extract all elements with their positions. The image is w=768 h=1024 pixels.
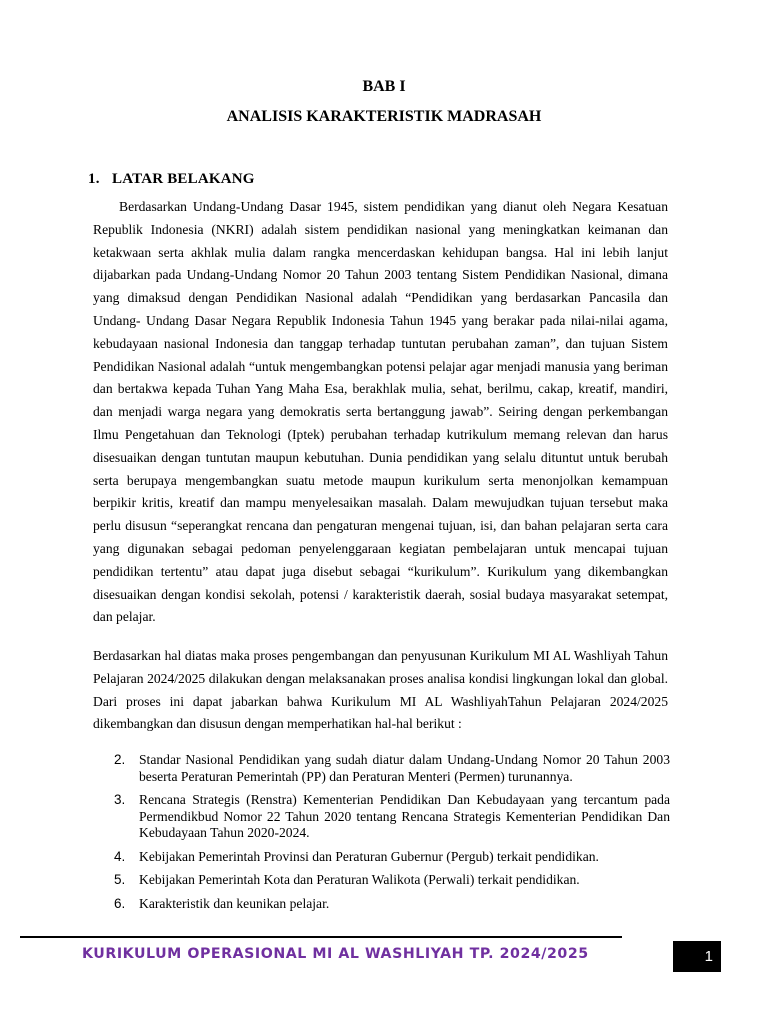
- list-item-text: Kebijakan Pemerintah Provinsi dan Peraturan Gubernur (Pergub) terkait pendidikan.: [139, 848, 599, 864]
- list-item: [114, 849, 670, 866]
- footer-divider: [20, 936, 622, 938]
- paragraph-background: Berdasarkan Undang-Undang Dasar 1945, sistem pendidikan yang dianut oleh Negara Kesatuan Republik Indonesia (NKRI) adalah sistem pendidikan nasional yang meningkatkan keimanan dan ketakwaan serta akhlak mulia dalam rangka mencerdaskan kehidupan bangsa. Hal ini lebih lanjut dijabarkan pada Undang-Undang Nomor 20 Tahun 2003 tentang Sistem Pendidikan Nasional, dimana yang dimaksud dengan Pendidikan Nasional adalah “Pendidikan yang berdasarkan Pancasila dan Undang- Undang Dasar Negara Republik Indonesia Tahun 1945 yang berakar pada nilai-nilai agama, kebudayaan nasional Indonesia dan tanggap terhadap tuntutan perubahan zaman”, dan tujuan Sistem Pendidikan Nasional adalah “untuk mengembangkan potensi pelajar agar menjadi manusia yang beriman dan bertakwa kepada Tuhan Yang Maha Esa, berakhlak mulia, sehat, berilmu, cakap, kreatif, mandiri, dan menjadi warga negara yang demokratis serta bertanggung jawab”. Seiring dengan perkembangan Ilmu Pengetahuan dan Teknologi (Iptek) perubahan terhadap kutrikulum memang relevan dan harus disesuaikan dengan tuntutan maupun kebutuhan. Dunia pendidikan yang selalu dituntut untuk berubah serta berupaya mengembangkan suatu metode maupun kurikulum serta menonjolkan kemampuan berpikir kritis, kreatif dan mampu menyelesaikan masalah. Dalam mewujudkan tujuan tersebut maka perlu disusun “seperangkat rencana dan pengaturan mengenai tujuan, isi, dan bahan pelajaran serta cara yang digunakan sebagai pedoman penyelenggaraan kegiatan pembelajaran untuk mencapai tujuan pendidikan tertentu” atau dapat juga disebut sebagai “kurikulum”. Kurikulum yang dikembangkan disesuaikan dengan kondisi sekolah, potensi / karakteristik daerah, sosial budaya masyarakat setempat, dan pelajar.: [93, 199, 668, 625]
- section-number: 1.: [88, 171, 100, 187]
- chapter-number: BAB I: [362, 78, 406, 95]
- chapter-title: ANALISIS KARAKTERISTIK MADRASAH: [226, 108, 542, 125]
- list-item: [114, 896, 670, 913]
- section-heading: [88, 171, 255, 188]
- list-item: [114, 872, 670, 889]
- page-number-badge: [673, 941, 721, 972]
- list-item-number: 3.: [114, 792, 126, 807]
- footer-title: KURIKULUM OPERASIONAL MI AL WASHLIYAH TP. 2024/2025: [82, 946, 589, 962]
- list-item: [114, 752, 670, 785]
- list-item-text: Karakteristik dan keunikan pelajar.: [139, 895, 330, 911]
- list-item-number: 5.: [114, 872, 126, 887]
- considerations-list: [114, 752, 670, 919]
- list-item: [114, 792, 670, 842]
- list-item-number: 2.: [114, 752, 126, 767]
- list-item-number: 4.: [114, 848, 126, 864]
- list-item-text: Rencana Strategis (Renstra) Kementerian Pendidikan Dan Kebudayaan yang tercantum pada Permendikbud Nomor 22 Tahun 2020 tentang Rencana Strategis Kementerian Pendidikan Dan Kebudayaan Tahun 2020-2024.: [139, 792, 670, 840]
- section-title: LATAR BELAKANG: [112, 171, 255, 187]
- paragraph-process: Berdasarkan hal diatas maka proses pengembangan dan penyusunan Kurikulum MI AL Washliyah Tahun Pelajaran 2024/2025 dilakukan dengan melaksanakan proses analisa kondisi lingkungan lokal dan global. Dari proses ini dapat jabarkan bahwa Kurikulum MI AL WashliyahTahun Pelajaran 2024/2025 dikembangkan dan disusun dengan memperhatikan hal-hal berikut :: [93, 648, 668, 732]
- list-item-text: Kebijakan Pemerintah Kota dan Peraturan Walikota (Perwali) terkait pendidikan.: [139, 872, 580, 887]
- list-item-number: 6.: [114, 895, 126, 911]
- page-number: 1: [704, 948, 713, 965]
- list-item-text: Standar Nasional Pendidikan yang sudah diatur dalam Undang-Undang Nomor 20 Tahun 2003 beserta Peraturan Pemerintah (PP) dan Peraturan Menteri (Permen) turunannya.: [139, 752, 670, 784]
